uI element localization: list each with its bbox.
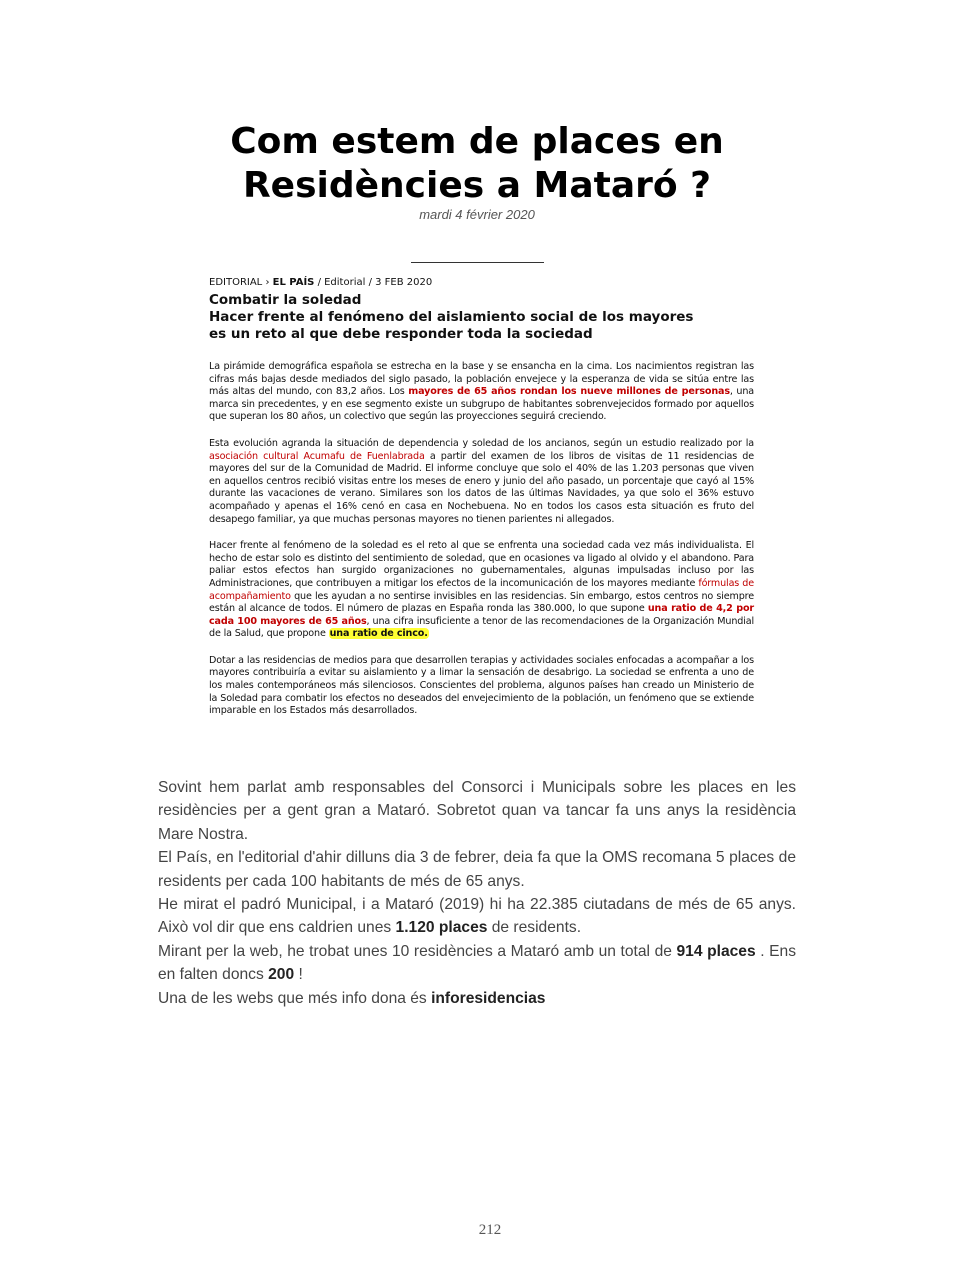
- body-paragraph-5: [158, 987, 796, 1010]
- places-existing: 914 places: [676, 942, 756, 960]
- crumb-section: EDITORIAL: [209, 277, 263, 288]
- post-body: [158, 776, 796, 1010]
- body-paragraph-3: [158, 893, 796, 940]
- p1-text-b: , una marca sin precedentes, y en ese segmento existe un subgrupo de habitantes sobrenvejecidos formado por aquellos que superan los 80 años, un colectivo que según las proyecciones seguirá creciendo.: [209, 386, 755, 423]
- para3-text-a: He mirat el padró Municipal, i a Mataró (2019) hi ha 22.385 ciutadans de més de 65 anys. Això vol dir que ens caldrien unes: [158, 896, 796, 937]
- inforesidencias-link[interactable]: inforesidencias: [431, 989, 546, 1007]
- p1-text-a: La pirámide demográfica española se estrecha en la base y se ensancha en la cima. Los nacimientos registran las cifras más bajas desde mediados del siglo pasado, la población envejece y la esperanza de vida se sitúa entre las más altas del mundo, con 83,2 años. Los: [209, 361, 754, 398]
- places-missing: 200: [268, 966, 295, 984]
- crumb-paper: EL PAÍS: [272, 277, 315, 288]
- p2-text-a: Esta evolución agranda la situación de dependencia y soledad de los ancianos, según un estudio realizado por la: [209, 437, 754, 449]
- p1-highlight: mayores de 65 años rondan los nueve millones de personas: [408, 386, 730, 398]
- post-title: [150, 120, 804, 208]
- clipping-paragraph-4: Dotar a las residencias de medios para que desarrollen terapias y actividades sociales enfocadas a acompañar a los mayores contribuiría a evitar su aislamiento y a limar la sensación de desabrigo. La sociedad se enfrenta a uno de los males contemporáneos más silenciosos. Conscientes del problema, algunos países han creado un Ministerio de la Soledad para combatir los efectos no deseados del envejecimiento de la población, un fenómeno que se extiende imparable en los Estados más desarrollados.: [209, 654, 754, 717]
- clipping-paragraph-3: [209, 540, 754, 641]
- p3-link: fórmulas de acompañamiento: [209, 577, 754, 602]
- para4-text-c: . Ens en falten doncs: [158, 942, 796, 984]
- body-paragraph-1: Sovint hem parlat amb responsables del Consorci i Municipals sobre les places en les residències per a gent gran a Mataró. Sobretot quan va tancar fa uns anys la residència Mare Nostra.: [158, 779, 796, 843]
- subhead-line2: es un reto al que debe responder toda la sociedad: [209, 326, 593, 342]
- post-title-line2: Residències a Mataró ?: [242, 165, 712, 206]
- body-paragraph-2: El País, en l'editorial d'ahir dilluns dia 3 de febrer, deia fa que la OMS recomana 5 places de residents per cada 100 habitants de més de 65 anys.: [158, 849, 796, 890]
- para3-text-c: de residents.: [487, 919, 582, 937]
- page-number: 212: [478, 1222, 502, 1238]
- p2-text-b: a partir del examen de los libros de visitas de 11 residencias de mayores del sur de la Comunidad de Madrid. El informe concluye que solo el 40% de las 1.203 personas que viven en aquellos centros recibió visitas entre los meses de enero y junio del año pasado, un porcentaje que cayó al 15% durante las vacaciones de verano. Similares son los datos de las últimas Navidades, ya que solo el 36% estuvo acompañado y apenas el 16% cenó en casa en Nochebuena. No en todos los casos esta situación es fruto del desapego familiar, ya que muchas personas mayores no tienen parientes ni allegados.: [209, 450, 754, 525]
- divider: [411, 262, 544, 263]
- p3-highlight: una ratio de 4,2 por cada 100 mayores de 65 años: [209, 603, 754, 627]
- p3-text-a: Hacer frente al fenómeno de la soledad es el reto al que se enfrenta una sociedad cada vez más individualista. El hecho de estar solo es distinto del sentimiento de soledad, que en ocasiones va ligado al olvido y el abandono. Para paliar estos efectos han surgido organizaciones no gubernamentales, algunas impulsadas incluso por las Administraciones, que contribuyen a mitigar los efectos de la incomunicación de los mayores mediante: [209, 540, 754, 589]
- p3-marker-highlight: una ratio de cinco.: [329, 628, 428, 640]
- clipping-breadcrumb: [209, 276, 754, 290]
- clipping-paragraph-2: [209, 438, 754, 526]
- clipping-paragraph-1: [209, 361, 754, 424]
- places-needed: 1.120 places: [395, 919, 488, 937]
- post-date: mardi 4 février 2020: [419, 207, 535, 222]
- clipping-subhead: [209, 309, 754, 343]
- crumb-rest: / Editorial / 3 FEB 2020: [314, 277, 433, 288]
- p2-link: asociación cultural Acumafu de Fuenlabrada: [209, 450, 425, 462]
- newspaper-clipping: [209, 276, 754, 732]
- body-paragraph-4: [158, 940, 796, 987]
- p3-text-b: que les ayudan a no sentirse invisibles en las residencias. Sin embargo, estos centros no siempre están al alcance de todos. El número de plazas en España ronda las 380.000, lo que supone: [209, 590, 754, 615]
- crumb-separator: ›: [262, 277, 273, 288]
- para4-text-e: !: [294, 966, 303, 984]
- post-title-line1: Com estem de places en: [230, 121, 724, 162]
- para4-text-a: Mirant per la web, he trobat unes 10 residències a Mataró amb un total de: [158, 942, 677, 960]
- p3-text-c: , una cifra insuficiente a tenor de las recomendaciones de la Organización Mundial de la Salud, que propone: [209, 615, 754, 640]
- para5-text-a: Una de les webs que més info dona és: [158, 989, 432, 1007]
- subhead-line1: Hacer frente al fenómeno del aislamiento social de los mayores: [209, 309, 694, 325]
- clipping-headline: Combatir la soledad: [209, 292, 362, 308]
